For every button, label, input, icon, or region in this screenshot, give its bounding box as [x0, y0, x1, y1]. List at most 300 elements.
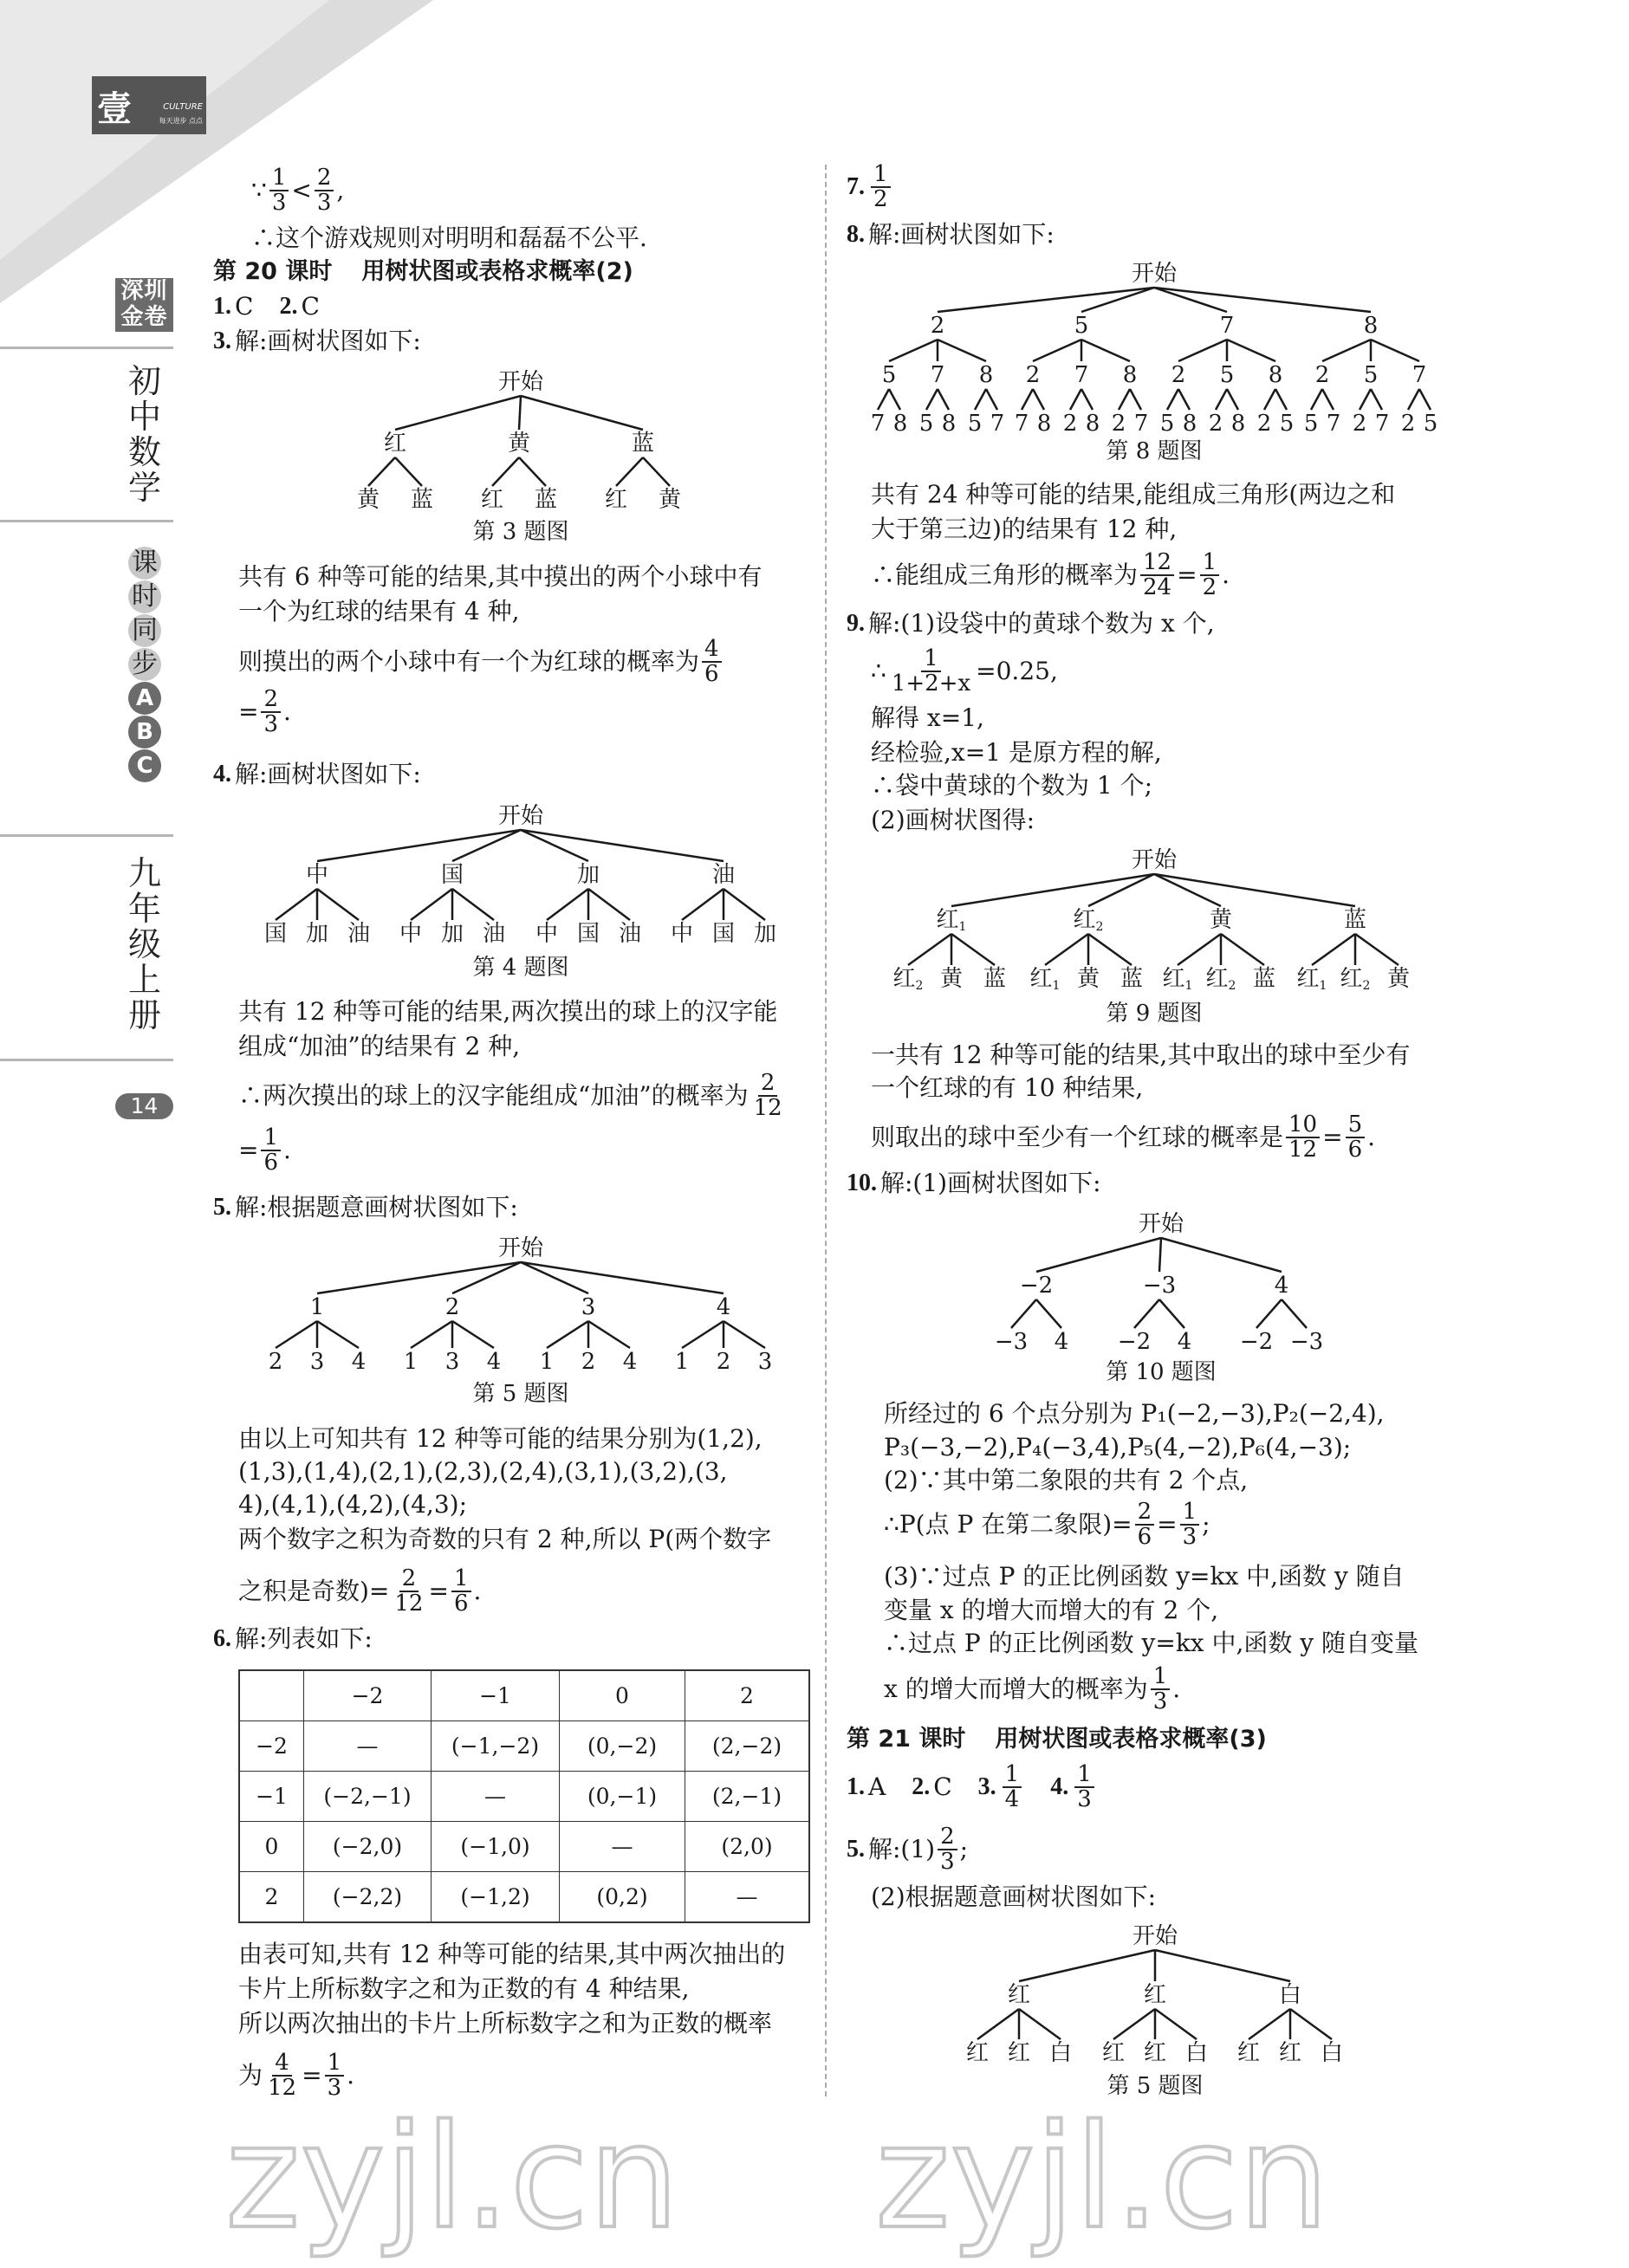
denominator: 3 — [271, 190, 287, 216]
tree-node: 红 — [1007, 1982, 1031, 2008]
tree-node: 2 — [1314, 362, 1330, 388]
denominator: 3 — [1182, 1524, 1197, 1550]
tree-node: 7 — [1374, 411, 1390, 437]
tree-root: 开始 — [497, 803, 544, 829]
tree-node: 4 — [351, 1349, 367, 1375]
punct: . — [347, 2061, 355, 2090]
tree-node: 加 — [305, 921, 329, 947]
text-line: 所经过的 6 个点分别为 P₁(−2,−3),P₂(−2,4), — [884, 1399, 1385, 1428]
table-cell: (0,−2) — [560, 1721, 685, 1772]
denominator: 6 — [704, 661, 719, 687]
tree-node: 蓝 — [1252, 966, 1276, 992]
tree-node: 7 — [1074, 362, 1089, 388]
denominator: 2 — [1202, 574, 1217, 600]
tree-root: 开始 — [1132, 1923, 1178, 1949]
tree-branch — [1159, 1238, 1161, 1272]
table-cell: 2 — [239, 1872, 304, 1923]
tree-node: 8 — [1268, 362, 1283, 388]
question-number: 4. — [213, 761, 231, 787]
grade-char: 册 — [127, 996, 161, 1034]
question-number: 2. — [279, 293, 298, 320]
denominator: 12 — [1288, 1137, 1318, 1163]
tree-branch — [1256, 1299, 1282, 1328]
denominator: 24 — [1143, 574, 1172, 600]
tree-node: 红 — [604, 487, 628, 513]
table-cell: 0 — [560, 1670, 685, 1721]
tree-node: 蓝 — [1120, 966, 1144, 992]
level-badge-b: B — [128, 716, 161, 748]
tree-node: 红$_1$ — [1029, 966, 1061, 993]
tree-node: 7 — [1133, 411, 1149, 437]
table-cell: — — [685, 1872, 810, 1923]
tree-branch — [938, 389, 949, 410]
numerator: 4 — [702, 638, 722, 663]
text: 之积是奇数)= — [238, 1577, 390, 1605]
tree-node: 4 — [1054, 1329, 1069, 1355]
tree-branch — [1113, 2009, 1155, 2039]
tree-branch — [317, 1321, 359, 1348]
page-number: 14 — [115, 1093, 173, 1119]
table-cell: −1 — [432, 1670, 560, 1721]
tree-branch — [1033, 389, 1044, 410]
tree-node: 2 — [1062, 411, 1078, 437]
tree-node: 红 — [1236, 2040, 1261, 2066]
denominator: 12 — [753, 1095, 782, 1121]
tree-node: 国 — [263, 921, 288, 947]
tree-branch — [1119, 389, 1130, 410]
tree-branch — [951, 874, 1154, 906]
text-line: 变量 x 的增大而增大的有 2 个, — [884, 1596, 1219, 1624]
text-line: 一共有 12 种等可能的结果,其中取出的球中至少有 — [871, 1040, 1411, 1069]
answer: C — [933, 1772, 952, 1801]
text-line: ∴这个游戏规则对明明和磊磊不公平. — [251, 224, 647, 252]
tree-node: 3 — [757, 1349, 773, 1375]
tree-root: 开始 — [1131, 261, 1178, 287]
text-line: (3)∵过点 P 的正比例函数 y=kx 中,函数 y 随自 — [884, 1562, 1405, 1591]
tree-node: 红 — [1101, 2040, 1126, 2066]
tree-branch — [276, 1321, 317, 1348]
tree-node: 8 — [1122, 362, 1138, 388]
tree-node: 7 — [990, 411, 1005, 437]
grade-char: 级 — [127, 925, 161, 963]
tree-branch — [1221, 934, 1264, 965]
tree-branch — [1022, 389, 1033, 410]
numerator: 1 — [1200, 551, 1220, 576]
tree-branch — [1155, 2009, 1197, 2039]
grade-char: 年 — [127, 890, 161, 928]
tree-node: 5 — [1159, 411, 1175, 437]
denominator: 3 — [940, 1849, 955, 1875]
tree-node: 蓝 — [1343, 907, 1367, 933]
text-line: 卡片上所标数字之和为正数的有 4 种结果, — [238, 1974, 690, 2003]
intro-text: 解:列表如下: — [235, 1624, 373, 1653]
tree-branch — [1019, 2009, 1061, 2039]
tree-node: 4 — [622, 1349, 638, 1375]
tree-node: 4 — [1274, 1273, 1289, 1299]
tree-node: 油 — [347, 921, 371, 947]
intro-text: 解:画树状图如下: — [868, 220, 1055, 249]
numerator: 1 — [921, 647, 941, 672]
punct: . — [283, 697, 291, 726]
tree-node: 红$_2$ — [1340, 966, 1371, 993]
numerator: 2 — [938, 1825, 957, 1850]
because-symbol: ∵ — [251, 176, 267, 204]
tree-branch — [1312, 934, 1355, 965]
tree-branch — [975, 389, 986, 410]
text: 则取出的球中至少有一个红球的概率是 — [871, 1123, 1284, 1151]
denominator: 3 — [263, 711, 279, 737]
tree-branch — [1371, 340, 1419, 361]
tree-node: 红$_2$ — [1205, 966, 1236, 993]
tree-node: 8 — [978, 362, 994, 388]
lesson-title: 用树状图或表格求概率(3) — [995, 1726, 1267, 1753]
tree-branch — [1130, 389, 1141, 410]
tree-branch — [317, 830, 521, 861]
tree-branch — [1227, 389, 1238, 410]
question-number: 3. — [213, 327, 231, 354]
question-number: 4. — [1050, 1773, 1069, 1800]
tree-node: 2 — [716, 1349, 731, 1375]
subject-char: 中 — [127, 398, 161, 436]
text-line: 由表可知,共有 12 种等可能的结果,其中两次抽出的 — [238, 1940, 786, 1968]
watermark: zyjl.cn — [875, 2094, 1329, 2260]
question-number: 6. — [213, 1625, 231, 1652]
level-badge-c: C — [128, 749, 161, 782]
text-line: 组成“加油”的结果有 2 种, — [238, 1032, 521, 1060]
numerator: 2 — [399, 1567, 419, 1592]
tree-branch — [368, 457, 395, 486]
intro-text: 解:(1)画树状图如下: — [880, 1169, 1101, 1197]
tree-node: 2 — [268, 1349, 283, 1375]
tree-node: 1 — [309, 1294, 325, 1320]
brand-badge: 深圳金卷 — [115, 278, 173, 332]
tree-node: 红 — [383, 431, 407, 457]
watermark: zyjl.cn — [225, 2094, 679, 2260]
tree-node: 国 — [440, 862, 464, 888]
text-line: (1,3),(1,4),(2,1),(2,3),(2,4),(3,1),(3,2),(3, — [238, 1457, 728, 1486]
equals: = — [1322, 1123, 1343, 1151]
tree-node: 红$_1$ — [1296, 966, 1327, 993]
tree-node: 5 — [881, 362, 897, 388]
table-cell: (2,−2) — [685, 1721, 810, 1772]
subject-char: 数 — [127, 433, 161, 471]
tree-branch — [1088, 934, 1132, 965]
tree-node: −2 — [1019, 1273, 1054, 1299]
denominator: 6 — [1137, 1524, 1152, 1550]
table-cell: (0,2) — [560, 1872, 685, 1923]
tree-branch — [1081, 389, 1093, 410]
series-char: 课 — [128, 547, 161, 580]
numerator: 2 — [261, 688, 281, 713]
tree-branch — [986, 389, 997, 410]
denominator: 3 — [1152, 1688, 1168, 1714]
tree-node: −2 — [1117, 1329, 1152, 1355]
denominator: 6 — [1347, 1137, 1363, 1163]
denominator: 3 — [327, 2075, 342, 2101]
tree-node: 白 — [1320, 2040, 1344, 2066]
text-line: (2)画树状图得: — [871, 806, 1035, 834]
tree-node: 2 — [930, 313, 945, 339]
tree-root: 开始 — [1138, 1211, 1184, 1237]
question-number: 2. — [912, 1773, 931, 1800]
question-number: 8. — [847, 221, 865, 248]
text-line: (2)根据题意画树状图如下: — [871, 1882, 1157, 1911]
text: =0.25, — [976, 657, 1058, 685]
tree-node: −3 — [1289, 1329, 1324, 1355]
tree-node: 8 — [1085, 411, 1100, 437]
numerator: 1 — [871, 163, 891, 188]
equals: = — [238, 1136, 259, 1164]
tree-node: 红 — [1007, 2040, 1031, 2066]
tree-node: 3 — [581, 1294, 596, 1320]
text-line: 解得 x=1, — [871, 703, 984, 732]
text-line: (2)∵其中第二象限的共有 2 个点, — [884, 1466, 1249, 1494]
tree-node: 中 — [670, 921, 694, 947]
tree-node: 红 — [480, 487, 504, 513]
punct: ; — [1202, 1510, 1210, 1539]
numerator: 2 — [1135, 1500, 1155, 1526]
tree-node: 蓝 — [410, 487, 434, 513]
tree-node: 5 — [1363, 362, 1379, 388]
numerator: 1 — [1003, 1763, 1022, 1788]
table-cell: — — [560, 1822, 685, 1872]
tree-node: 白 — [1278, 1982, 1302, 2008]
denominator: 3 — [316, 190, 332, 216]
level-badge-a: A — [128, 682, 161, 715]
tree-node: 2 — [1352, 411, 1367, 437]
tree-branch — [1033, 340, 1081, 361]
lesson-label: 第 21 课时 — [847, 1726, 966, 1753]
table-cell: 0 — [239, 1822, 304, 1872]
intro-text: 解:(1) — [868, 1835, 936, 1863]
tree-node: 2 — [581, 1349, 596, 1375]
figure-caption: 第 8 题图 — [1106, 438, 1203, 464]
tree-root: 开始 — [497, 1235, 544, 1261]
tree-node: 5 — [1423, 411, 1438, 437]
series-char: 步 — [128, 648, 161, 681]
tree-node: 1 — [674, 1349, 690, 1375]
table-cell: (2,0) — [685, 1822, 810, 1872]
series-char: 同 — [128, 614, 161, 647]
table-cell: −1 — [239, 1772, 304, 1822]
tree-node: 油 — [618, 921, 642, 947]
tree-branch — [547, 1321, 588, 1348]
lesson-label: 第 20 课时 — [213, 258, 333, 285]
table-cell: 2 — [685, 1670, 810, 1721]
table-cell: (2,−1) — [685, 1772, 810, 1822]
tree-branch — [519, 396, 521, 430]
table-cell: — — [304, 1721, 432, 1772]
tree-branch — [1419, 389, 1431, 410]
text-line: ∴袋中黄球的个数为 1 个; — [871, 771, 1153, 800]
tree-node: 2 — [1208, 411, 1223, 437]
tree-branch — [1360, 389, 1371, 410]
therefore-symbol: ∴ — [871, 657, 886, 685]
denominator: 4 — [1004, 1786, 1020, 1812]
question-number: 3. — [977, 1773, 996, 1800]
tree-node: 8 — [1182, 411, 1197, 437]
denominator: 12 — [268, 2075, 297, 2101]
tree-branch — [1155, 1950, 1290, 1981]
tree-node: 红$_1$ — [936, 907, 967, 934]
tree-branch — [1264, 389, 1275, 410]
tree-node: 黄 — [507, 431, 531, 457]
numerator: 1 — [1180, 1500, 1200, 1526]
denominator: 6 — [453, 1591, 469, 1617]
tree-node: 红$_2$ — [892, 966, 924, 993]
text-line: 经检验,x=1 是原方程的解, — [871, 738, 1162, 767]
tree-node: 1 — [403, 1349, 419, 1375]
question-number: 1. — [213, 293, 231, 320]
denominator: 12 — [394, 1591, 424, 1617]
tree-node: 5 — [1219, 362, 1235, 388]
tree-node: 7 — [1326, 411, 1341, 437]
tree-branch — [452, 889, 494, 920]
logo-mark: 壹 — [97, 88, 132, 129]
tree-node: 红 — [1143, 2040, 1167, 2066]
tree-branch — [1322, 340, 1371, 361]
tree-branch — [977, 2009, 1019, 2039]
tree-branch — [1036, 1299, 1061, 1328]
tree-node: 5 — [1074, 313, 1089, 339]
tree-node: 8 — [1036, 411, 1052, 437]
tree-node: 中 — [305, 862, 329, 888]
text: ∴P(点 P 在第二象限)= — [884, 1510, 1133, 1539]
denominator: 3 — [1077, 1786, 1092, 1812]
tree-node: 5 — [918, 411, 934, 437]
tree-node: 7 — [1412, 362, 1427, 388]
tree-node: 白 — [1048, 2040, 1073, 2066]
tree-branch — [908, 934, 951, 965]
equals: = — [428, 1577, 449, 1605]
lesson-title: 用树状图或表格求概率(2) — [361, 258, 633, 285]
tree-node: 7 — [870, 411, 886, 437]
tree-node: 黄 — [1076, 966, 1100, 992]
text-line: 大于第三边)的结果有 12 种, — [871, 515, 1178, 543]
numerator: 1 — [261, 1126, 281, 1151]
tree-node: 2 — [1171, 362, 1186, 388]
tree-node: 油 — [711, 862, 736, 888]
answer: C — [301, 292, 320, 321]
tree-node: −3 — [1142, 1273, 1177, 1299]
tree-node: 中 — [535, 921, 559, 947]
tree-node: 国 — [711, 921, 736, 947]
tree-branch — [1159, 1299, 1184, 1328]
tree-branch — [1178, 934, 1221, 965]
tree-branch — [1167, 389, 1178, 410]
text-line: 一个为红球的结果有 4 种, — [238, 597, 520, 625]
tree-node: 3 — [445, 1349, 460, 1375]
tree-node: 红 — [965, 2040, 990, 2066]
tree-node: 2 — [1400, 411, 1416, 437]
numerator: 2 — [758, 1072, 778, 1097]
tree-branch — [1290, 2009, 1332, 2039]
tree-node: 加 — [576, 862, 600, 888]
tree-branch — [1311, 389, 1322, 410]
numerator: 12 — [1140, 551, 1174, 576]
tree-branch — [547, 889, 588, 920]
tree-branch — [1161, 1238, 1282, 1272]
figure-caption: 第 10 题图 — [1106, 1359, 1217, 1385]
tree-branch — [521, 396, 643, 430]
tree-branch — [521, 1262, 724, 1293]
tree-node: 4 — [486, 1349, 502, 1375]
figure-caption: 第 5 题图 — [472, 1381, 569, 1407]
intro-text: 解:(1)设袋中的黄球个数为 x 个, — [868, 609, 1215, 638]
text: ∴能组成三角形的概率为 — [871, 561, 1139, 589]
tree-branch — [1045, 934, 1088, 965]
grade-char: 九 — [127, 854, 161, 892]
tree-branch — [682, 1321, 724, 1348]
intro-text: 解:根据题意画树状图如下: — [235, 1193, 518, 1221]
tree-node: 红$_1$ — [1162, 966, 1193, 993]
tree-branch — [1408, 389, 1419, 410]
answer: C — [235, 292, 254, 321]
tree-branch — [1275, 389, 1287, 410]
tree-branch — [938, 288, 1154, 312]
tree-node: 黄 — [658, 487, 682, 513]
tree-branch — [452, 1321, 494, 1348]
table-cell: −2 — [304, 1670, 432, 1721]
figure-caption: 第 3 题图 — [472, 519, 569, 545]
tree-node: 2 — [1111, 411, 1126, 437]
grade-char: 上 — [127, 961, 161, 999]
numerator: 1 — [1151, 1665, 1171, 1690]
tree-node: 8 — [892, 411, 908, 437]
question-number: 5. — [847, 1836, 865, 1863]
equals: = — [1157, 1510, 1178, 1539]
text-line: 两个数字之积为奇数的只有 2 种,所以 P(两个数字 — [238, 1525, 772, 1553]
equals: = — [302, 2061, 322, 2090]
text-line: 由以上可知共有 12 种等可能的结果分别为(1,2), — [238, 1424, 763, 1453]
tree-root: 开始 — [1131, 847, 1178, 873]
table-cell: (−2,−1) — [304, 1772, 432, 1822]
tree-branch — [588, 1321, 630, 1348]
tree-branch — [276, 889, 317, 920]
text-line: ∴过点 P 的正比例函数 y=kx 中,函数 y 随自变量 — [884, 1629, 1418, 1657]
denominator: 1+2+x — [891, 671, 971, 697]
tree-node: 蓝 — [534, 487, 558, 513]
tree-branch — [724, 1321, 765, 1348]
text: ∴两次摸出的球上的汉字能组成“加油”的概率为 — [238, 1081, 749, 1110]
tree-node: 7 — [1219, 313, 1235, 339]
tree-node: 蓝 — [983, 966, 1007, 992]
tree-branch — [951, 934, 995, 965]
tree-node: 黄 — [1209, 907, 1233, 933]
tree-node: 油 — [482, 921, 506, 947]
table-cell: (−1,0) — [432, 1822, 560, 1872]
tree-branch — [411, 889, 452, 920]
tree-branch — [519, 457, 546, 486]
tree-node: 2 — [1256, 411, 1272, 437]
tree-branch — [1081, 340, 1130, 361]
punct: ; — [959, 1835, 969, 1863]
punct: . — [473, 1577, 482, 1605]
tree-node: 8 — [941, 411, 957, 437]
tree-node: 国 — [576, 921, 600, 947]
tree-branch — [1216, 389, 1227, 410]
numerator: 1 — [325, 2051, 345, 2077]
subject-char: 初 — [127, 362, 161, 400]
tree-node: 黄 — [939, 966, 964, 992]
tree-branch — [1371, 389, 1382, 410]
tree-branch — [492, 457, 519, 486]
text-line: 共有 24 种等可能的结果,能组成三角形(两边之和 — [871, 480, 1396, 509]
table-cell: (−2,0) — [304, 1822, 432, 1872]
tree-node: 7 — [930, 362, 945, 388]
tree-branch — [1036, 1238, 1161, 1272]
tree-branch — [938, 340, 986, 361]
